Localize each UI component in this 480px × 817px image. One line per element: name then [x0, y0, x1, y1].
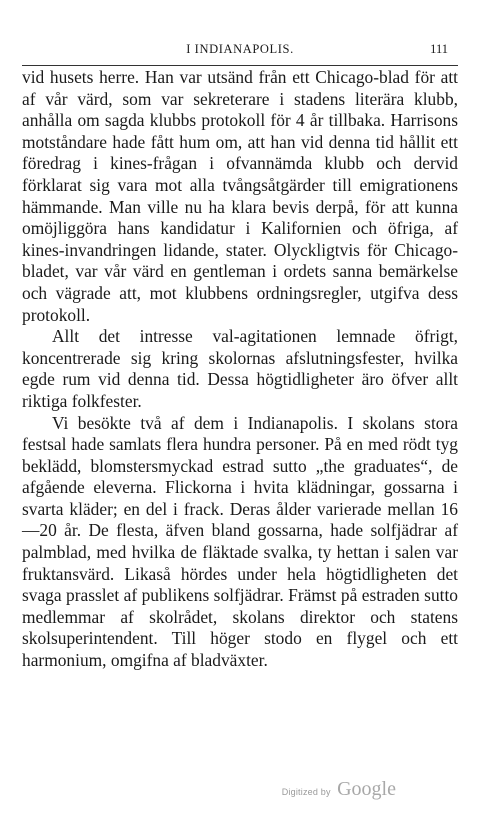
body-text	[22, 67, 458, 672]
running-head	[22, 38, 458, 66]
paragraph-3: Vi besökte två af dem i Indianapolis. I skolans stora festsal hade samlats flera hundra personer. På en med rödt tyg beklädd, blomstersmyckad estrad sutto „the graduates“, de afgående eleverna. Flickorna i hvita klädningar, gossarna i svarta kläder; en del i frack. Deras ålder varierade mellan 16—20 år. De flesta, äfven bland gossarna, hade solfjädrar af palmblad, med hvilka de fläktade svalka, ty hettan i salen var fruktansvärd. Likaså hördes under hela högtidligheten det svaga prasslet af publikens solfjädrar. Främst på estraden sutto medlemmar af skolrådet, skolans direktor och statens skolsuperintendent. Till höger stodo en flygel och ett harmonium, omgifna af bladväxter.	[22, 412, 458, 671]
watermark-brand: Google	[337, 778, 396, 800]
paragraph-1: vid husets herre. Han var utsänd från ett Chicago-blad för att af vår värd, som var sekreterare i stadens literära klubb, anhålla om sagda klubbs protokoll för 4 år tillbaka. Harrisons motståndare hade fått hum om, att han vid denna tid hållit ett föredrag i kines-frågan i ofvannämda klubb och dervid förklarat sig vara mot alla tvångsåtgärder till emigrationens hämmande. Man ville nu ha klara bevis derpå, för att kunna omöjliggöra hans kandidatur i Kalifornien och öfriga, af kines-invandringen lidande, stater. Olyckligtvis för Chicago-bladet, var vår värd en gentleman i ordets sanna bemärkelse och vägrade att, mot klubbens ordningsregler, utgifva dess protokoll.	[22, 67, 458, 325]
page-number: 111	[430, 42, 448, 56]
running-head-title: I INDIANAPOLIS.	[186, 42, 294, 56]
paragraph-2: Allt det intresse val-agitationen lemnade öfrigt, koncentrerade sig kring skolornas afslutningsfester, hvilka egde rum vid denna tid. Dessa högtidligheter äro öfver allt riktiga folkfester.	[22, 326, 458, 411]
digitization-watermark	[282, 778, 396, 801]
header-rule	[22, 65, 458, 66]
watermark-prefix: Digitized by	[281, 787, 331, 797]
